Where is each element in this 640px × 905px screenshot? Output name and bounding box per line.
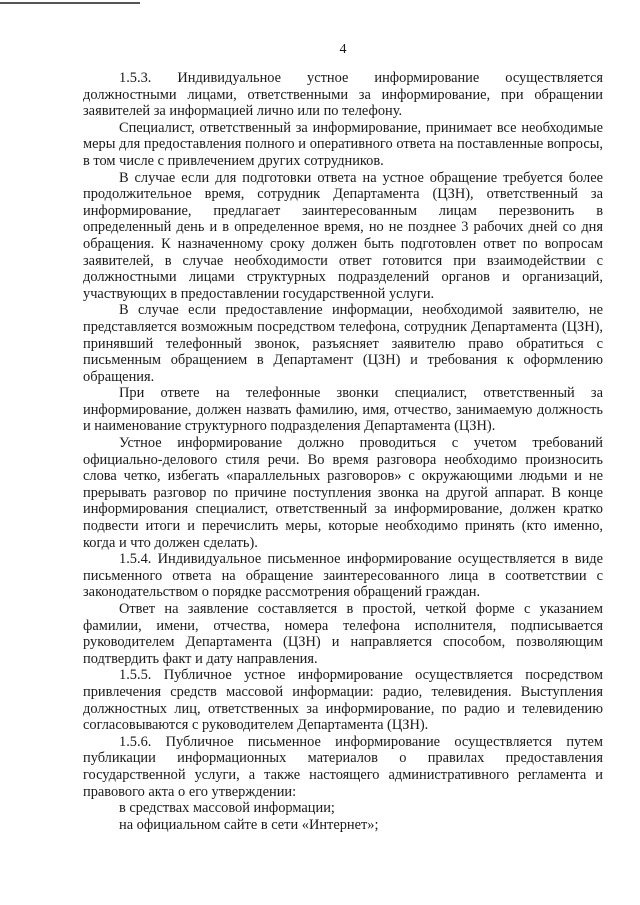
- paragraph-1-5-6: 1.5.6. Публичное письменное информирование осуществляется путем публикации информационных материалов о правилах предоставления государственной услуги, а также настоящего административного регламента и правового акта о его утверждении:: [83, 733, 603, 800]
- list-item-media: в средствах массовой информации;: [119, 800, 335, 817]
- paragraph-oral-style: Устное информирование должно проводиться с учетом требований официально-делового стиля речи. Во время разговора необходимо произносить слова четко, избегать «параллельных разговоров» с окружающими людьми и не прерывать разговор по причине поступления звонка на другой аппарат. В конце информирования специалист, ответственный за информирование, должен кратко подвести итоги и перечислить меры, которые необходимо принять (кто именно, когда и что должен сделать).: [83, 435, 603, 551]
- page-number: 4: [339, 42, 347, 57]
- paragraph-phone-impossible: В случае если предоставление информации, необходимой заявителю, не представляется возможным посредством телефона, сотрудник Департамента (ЦЗН), принявший телефонный звонок, разъясняет заявителю право обратиться с письменным обращением в Департамент (ЦЗН) и требования к оформлению обращения.: [83, 302, 603, 385]
- paragraph-1-5-4: 1.5.4. Индивидуальное письменное информирование осуществляется в виде письменного ответа на обращение заинтересованного лица в соответствии с законодательством о порядке рассмотрения обращений граждан.: [83, 551, 603, 601]
- paragraph-1-5-3: 1.5.3. Индивидуальное устное информирование осуществляется должностными лицами, ответственными за информирование, при обращении заявителей за информацией лично или по телефону.: [83, 70, 603, 120]
- list-item-website: на официальном сайте в сети «Интернет»;: [119, 816, 379, 833]
- top-rule: [0, 2, 140, 4]
- paragraph-1-5-5: 1.5.5. Публичное устное информирование осуществляется посредством привлечения средств массовой информации: радио, телевидения. Выступления должностных лиц, ответственных за информирование, по радио и телевидению согласовываются с руководителем Департамента (ЦЗН).: [83, 667, 603, 734]
- paragraph-extended-time: В случае если для подготовки ответа на устное обращение требуется более продолжительное время, сотрудник Департамента (ЦЗН), ответственный за информирование, предлагает заинтересованным лицам перезвонить в определенный день и в определенное время, но не позднее 3 рабочих дней со дня обращения. К назначенному сроку должен быть подготовлен ответ по вопросам заявителей, в случае необходимости ответ готовится при взаимодействии с должностными лицами структурных подразделений органов и организаций, участвующих в предоставлении государственной услуги.: [83, 169, 603, 302]
- paragraph-reply-form: Ответ на заявление составляется в простой, четкой форме с указанием фамилии, имени, отчества, номера телефона исполнителя, подписывается руководителем Департамента (ЦЗН) и направляется способом, позволяющим подтвердить факт и дату направления.: [83, 601, 603, 667]
- document-body: [83, 70, 603, 833]
- paragraph-specialist-measures: Специалист, ответственный за информирование, принимает все необходимые меры для предоставления полного и оперативного ответа на поставленные вопросы, в том числе с привлечением других сотрудников.: [83, 119, 603, 169]
- paragraph-phone-answer: При ответе на телефонные звонки специалист, ответственный за информирование, должен назвать фамилию, имя, отчество, занимаемую должность и наименование структурного подразделения Департамента (ЦЗН).: [83, 385, 603, 435]
